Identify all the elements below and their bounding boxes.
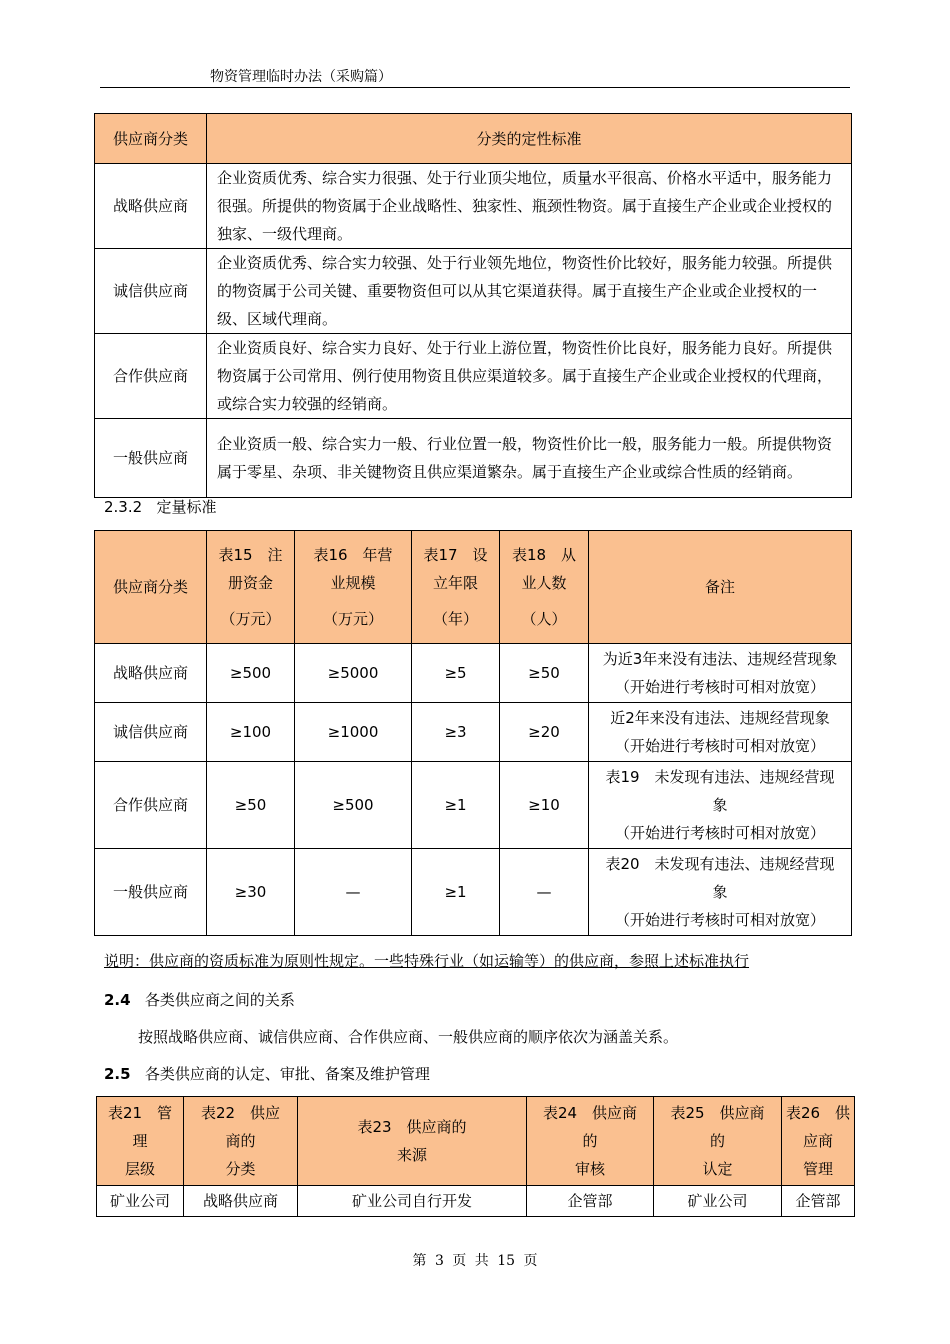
table-row — [95, 249, 852, 334]
row-category: 合作供应商 — [95, 334, 207, 419]
col-header-criteria: 分类的定性标准 — [207, 114, 852, 164]
row-years: ≥5 — [412, 644, 500, 703]
row-remark: 为近3年来没有违法、违规经营现象 （开始进行考核时可相对放宽） — [589, 644, 852, 703]
row-category: 战略供应商 — [95, 164, 207, 249]
table-row — [95, 644, 852, 703]
row-category: 合作供应商 — [95, 762, 207, 849]
quantitative-standards-table — [94, 530, 852, 936]
row-revenue: ≥5000 — [295, 644, 412, 703]
row-criteria: 企业资质优秀、综合实力较强、处于行业领先地位，物资性价比较好，服务能力较强。所提供的物资属于公司关键、重要物资但可以从其它渠道获得。属于直接生产企业或企业授权的一级、区域代理商。 — [207, 249, 852, 334]
row-category: 诚信供应商 — [95, 703, 207, 762]
row-years: ≥1 — [412, 762, 500, 849]
row-revenue: ≥500 — [295, 762, 412, 849]
row-remark: 近2年来没有违法、违规经营现象 （开始进行考核时可相对放宽） — [589, 703, 852, 762]
table-row — [95, 334, 852, 419]
row-audit: 企管部 — [527, 1186, 654, 1217]
section-24-body: 按照战略供应商、诚信供应商、合作供应商、一般供应商的顺序依次为涵盖关系。 — [138, 1028, 679, 1046]
row-manage: 企管部 — [782, 1186, 855, 1217]
row-level: 矿业公司 — [97, 1186, 184, 1217]
row-category: 战略供应商 — [95, 644, 207, 703]
qualitative-standards-table — [94, 113, 852, 498]
header-rule — [100, 87, 850, 88]
col-header-approve: 表25 供应商 的 认定 — [654, 1097, 782, 1186]
row-capital: ≥500 — [207, 644, 295, 703]
col-header-category: 供应商分类 — [95, 114, 207, 164]
row-approve: 矿业公司 — [654, 1186, 782, 1217]
section-24-heading: 2.4 各类供应商之间的关系 — [104, 991, 295, 1009]
section-25-heading: 2.5 各类供应商的认定、审批、备案及维护管理 — [104, 1065, 430, 1083]
row-remark: 表19 未发现有违法、违规经营现 象 （开始进行考核时可相对放宽） — [589, 762, 852, 849]
col-header-staff: 表18 从 业人数 （人） — [500, 531, 589, 644]
col-header-revenue: 表16 年营 业规模 （万元） — [295, 531, 412, 644]
col-header-level: 表21 管 理 层级 — [97, 1097, 184, 1186]
col-header-class: 表22 供应 商的 分类 — [184, 1097, 298, 1186]
row-revenue: ≥1000 — [295, 703, 412, 762]
col-header-years: 表17 设 立年限 （年） — [412, 531, 500, 644]
row-staff: ≥10 — [500, 762, 589, 849]
table-row — [95, 762, 852, 849]
page-footer: 第 3 页 共 15 页 — [412, 1253, 538, 1269]
col-header-manage: 表26 供 应商 管理 — [782, 1097, 855, 1186]
row-years: ≥1 — [412, 849, 500, 936]
table-row — [95, 164, 852, 249]
row-remark: 表20 未发现有违法、违规经营现 象 （开始进行考核时可相对放宽） — [589, 849, 852, 936]
row-staff: ≥20 — [500, 703, 589, 762]
row-category: 一般供应商 — [95, 849, 207, 936]
page-header: 物资管理临时办法（采购篇） — [210, 69, 392, 85]
note-text: 说明：供应商的资质标准为原则性规定。一些特殊行业（如运输等）的供应商，参照上述标准执行 — [104, 952, 750, 970]
col-header-remark: 备注 — [589, 531, 852, 644]
table-row — [95, 849, 852, 936]
col-header-capital: 表15 注 册资金 （万元） — [207, 531, 295, 644]
row-years: ≥3 — [412, 703, 500, 762]
row-capital: ≥100 — [207, 703, 295, 762]
row-capital: ≥30 — [207, 849, 295, 936]
table-row — [95, 703, 852, 762]
row-criteria: 企业资质优秀、综合实力很强、处于行业顶尖地位，质量水平很高、价格水平适中，服务能力很强。所提供的物资属于企业战略性、独家性、瓶颈性物资。属于直接生产企业或企业授权的独家、一级代理商。 — [207, 164, 852, 249]
management-table — [96, 1096, 855, 1217]
row-criteria: 企业资质良好、综合实力良好、处于行业上游位置，物资性价比良好，服务能力良好。所提供物资属于公司常用、例行使用物资且供应渠道较多。属于直接生产企业或企业授权的代理商，或综合实力较强的经销商。 — [207, 334, 852, 419]
table-row — [97, 1186, 855, 1217]
row-capital: ≥50 — [207, 762, 295, 849]
col-header-audit: 表24 供应商 的 审核 — [527, 1097, 654, 1186]
row-staff: ≥50 — [500, 644, 589, 703]
section-232-heading: 2.3.2 定量标准 — [104, 498, 217, 516]
row-criteria: 企业资质一般、综合实力一般、行业位置一般，物资性价比一般，服务能力一般。所提供物资属于零星、杂项、非关键物资且供应渠道繁杂。属于直接生产企业或综合性质的经销商。 — [207, 419, 852, 498]
col-header-category: 供应商分类 — [95, 531, 207, 644]
row-class: 战略供应商 — [184, 1186, 298, 1217]
row-source: 矿业公司自行开发 — [298, 1186, 527, 1217]
row-category: 一般供应商 — [95, 419, 207, 498]
row-category: 诚信供应商 — [95, 249, 207, 334]
row-staff: — — [500, 849, 589, 936]
row-revenue: — — [295, 849, 412, 936]
col-header-source: 表23 供应商的 来源 — [298, 1097, 527, 1186]
table-row — [95, 419, 852, 498]
